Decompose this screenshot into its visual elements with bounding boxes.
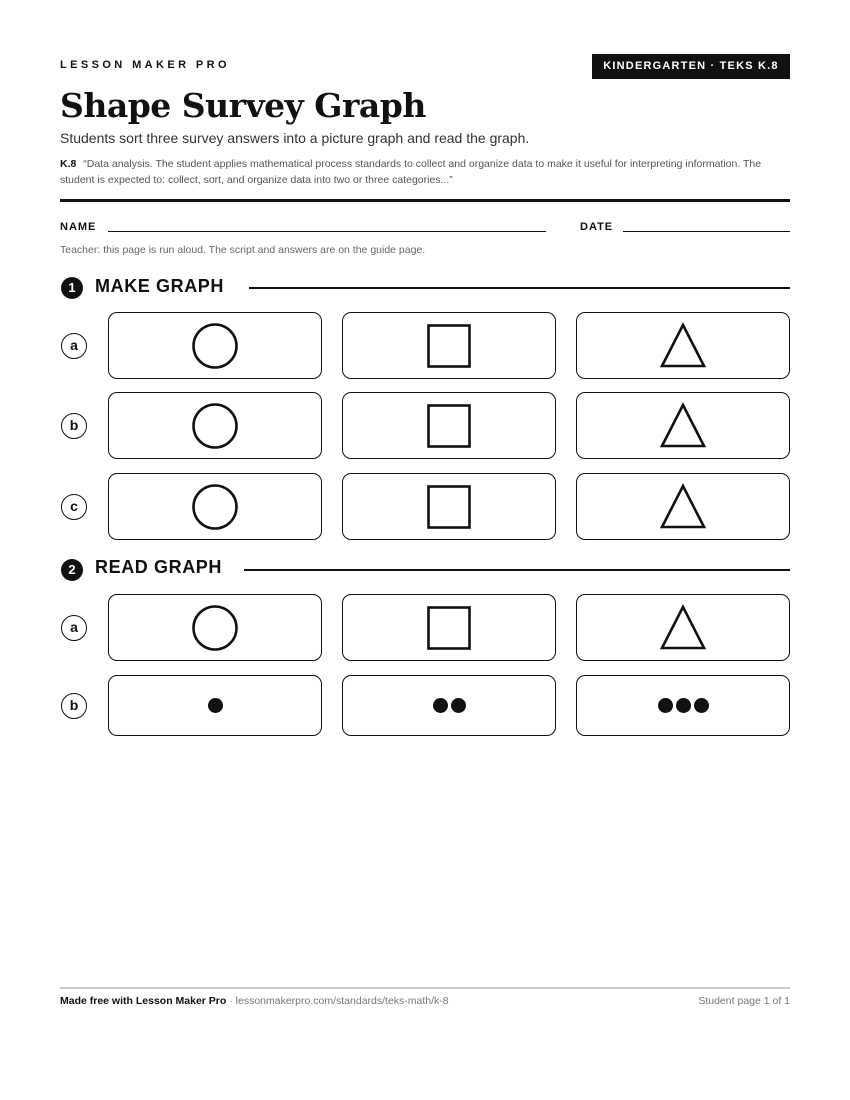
brand-name: LESSON MAKER PRO — [60, 59, 230, 71]
make-graph-row-b-circle-cell[interactable] — [108, 392, 322, 459]
circle-icon — [191, 483, 239, 531]
footer-divider — [60, 987, 790, 989]
triangle-icon — [659, 483, 707, 531]
row-label-b: b — [61, 413, 87, 439]
read-graph-row-b-dots-3-cell[interactable] — [576, 675, 790, 736]
section-2-rule — [244, 569, 790, 571]
square-icon — [425, 402, 473, 450]
read-graph-row-b-dots-2-cell[interactable] — [342, 675, 556, 736]
standard-text: “Data analysis. The student applies mathematical process standards to collect and organize data to make it useful for interpreting information. The student is expected to: collect, sort, and organize data into two or three categories...” — [60, 158, 762, 186]
row-label-a: a — [61, 615, 87, 641]
teacher-note: Teacher: this page is run aloud. The script and answers are on the guide page. — [60, 244, 426, 256]
square-icon — [425, 604, 473, 652]
make-graph-row-a-triangle-cell[interactable] — [576, 312, 790, 379]
section-1-title: MAKE GRAPH — [95, 276, 225, 296]
dot-icon — [694, 698, 709, 713]
triangle-icon — [659, 322, 707, 370]
make-graph-row-b-triangle-cell[interactable] — [576, 392, 790, 459]
footer-url: · lessonmakerpro.com/standards/teks-math/k-8 — [226, 995, 449, 1007]
read-graph-row-a-circle-cell[interactable] — [108, 594, 322, 661]
square-icon — [425, 483, 473, 531]
make-graph-row-a-square-cell[interactable] — [342, 312, 556, 379]
dot-icon — [658, 698, 673, 713]
make-graph-row-c-square-cell[interactable] — [342, 473, 556, 540]
section-2-number: 2 — [61, 559, 83, 581]
footer-credit — [60, 995, 449, 1007]
row-label-c: c — [61, 494, 87, 520]
make-graph-row-c-triangle-cell[interactable] — [576, 473, 790, 540]
dot-icon — [451, 698, 466, 713]
read-graph-row-a-triangle-cell[interactable] — [576, 594, 790, 661]
read-graph-row-b-dots-1-cell[interactable] — [108, 675, 322, 736]
section-1-rule — [249, 287, 790, 289]
section-1-number: 1 — [61, 277, 83, 299]
circle-icon — [191, 402, 239, 450]
header-divider — [60, 199, 790, 202]
dot-icon — [208, 698, 223, 713]
make-graph-row-a-circle-cell[interactable] — [108, 312, 322, 379]
dot-icon — [433, 698, 448, 713]
standard-code: K.8 — [60, 158, 77, 170]
make-graph-row-b-square-cell[interactable] — [342, 392, 556, 459]
dot-group — [208, 698, 223, 713]
grade-standard-badge: KINDERGARTEN · TEKS K.8 — [592, 54, 790, 79]
date-field-line[interactable] — [623, 231, 790, 232]
row-label-b: b — [61, 693, 87, 719]
date-label: DATE — [580, 221, 614, 233]
make-graph-row-c-circle-cell[interactable] — [108, 473, 322, 540]
section-2-title: READ GRAPH — [95, 557, 223, 577]
page-subtitle: Students sort three survey answers into a picture graph and read the graph. — [60, 130, 530, 146]
footer-made-with: Made free with Lesson Maker Pro — [60, 995, 227, 1007]
dot-group — [433, 698, 466, 713]
footer-page-number: Student page 1 of 1 — [698, 995, 790, 1007]
triangle-icon — [659, 402, 707, 450]
row-label-a: a — [61, 333, 87, 359]
dot-icon — [676, 698, 691, 713]
read-graph-row-a-square-cell[interactable] — [342, 594, 556, 661]
page-title: Shape Survey Graph — [60, 86, 426, 125]
triangle-icon — [659, 604, 707, 652]
name-label: NAME — [60, 221, 97, 233]
name-field-line[interactable] — [108, 231, 546, 232]
circle-icon — [191, 604, 239, 652]
circle-icon — [191, 322, 239, 370]
square-icon — [425, 322, 473, 370]
dot-group — [658, 698, 709, 713]
standard-description — [60, 156, 780, 188]
